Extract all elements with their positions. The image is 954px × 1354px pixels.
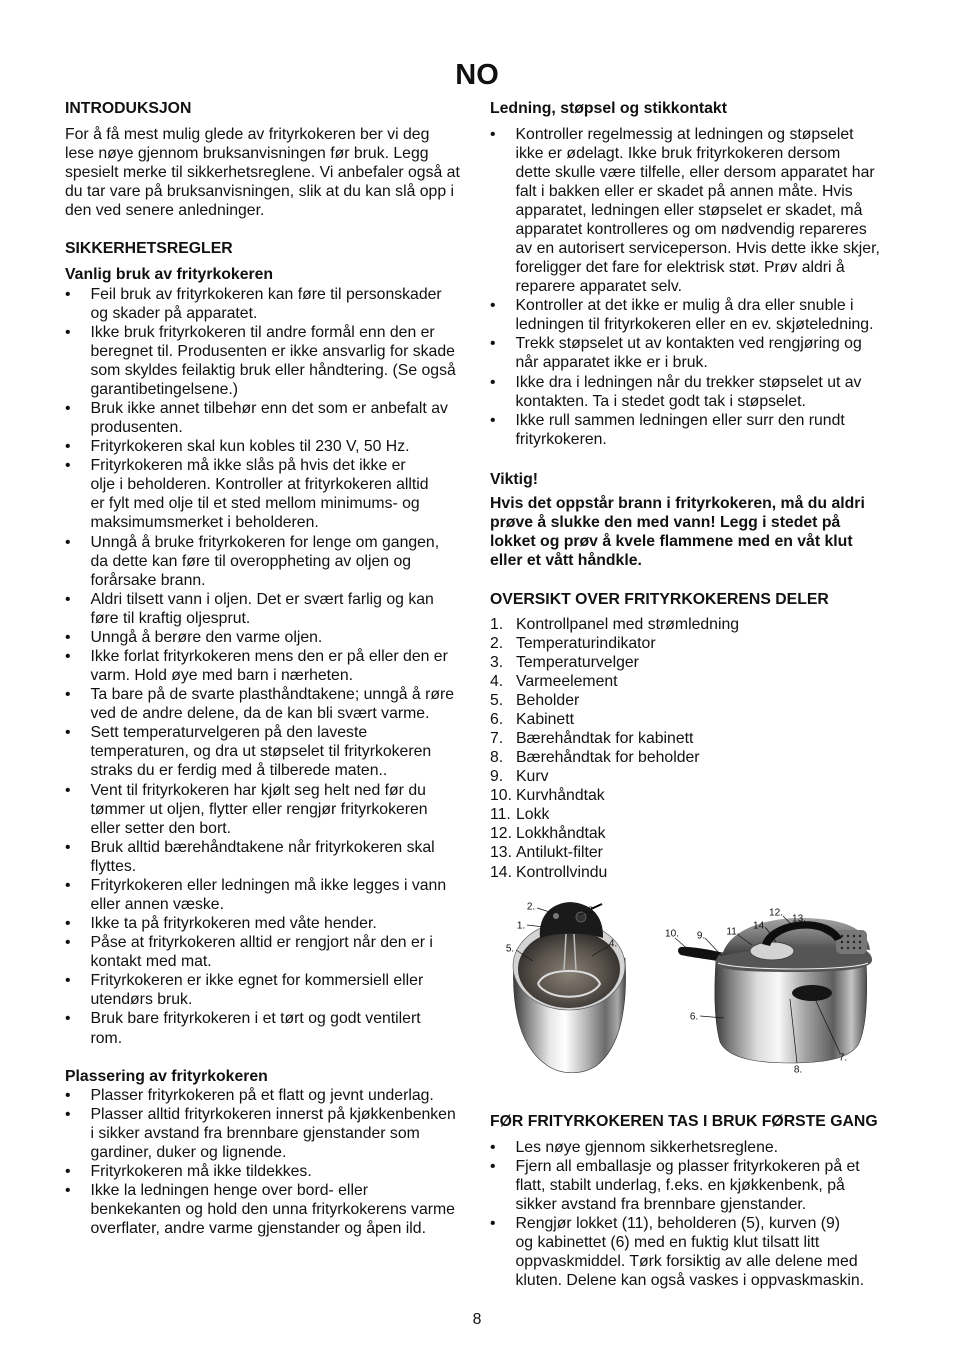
list-item bbox=[65, 1181, 465, 1238]
vent-hole bbox=[853, 947, 855, 949]
list-item-text: Ikke forlat frityrkokeren mens den er på eller den er varm. Hold øye med barn i nærheten. bbox=[90, 647, 448, 685]
list-item-text: Kontroller at det ikke er mulig å dra eller snuble i ledningen til frityrkokeren eller en ev. skjøteledning. bbox=[515, 297, 874, 334]
callout-label: 9. bbox=[696, 930, 706, 942]
list-item bbox=[490, 296, 890, 334]
part-name: Bærehåndtak for kabinett bbox=[516, 729, 694, 747]
list-item-text: Frityrkokeren er ikke egnet for kommersiell eller utendørs bruk. bbox=[90, 972, 424, 1009]
viewing-window bbox=[750, 942, 794, 960]
list-item-text: Ikke bruk frityrkokeren til andre formål enn den er beregnet til. Produsenten er ikke ansvarlig for skade som skyldes feilaktig bruk eller håndtering. (Se også garantibetingelsene.) bbox=[90, 323, 456, 398]
parts-list bbox=[490, 615, 890, 882]
part-number: 7. bbox=[490, 729, 504, 747]
placement-subheading: Plassering av frityrkokeren bbox=[65, 1067, 268, 1085]
list-item bbox=[490, 373, 890, 411]
list-item bbox=[65, 437, 465, 456]
list-item-text: Unngå å berøre den varme oljen. bbox=[90, 628, 323, 646]
list-item-text: Frityrkokeren skal kun kobles til 230 V, 50 Hz. bbox=[90, 438, 410, 456]
part-name: Kurv bbox=[516, 768, 549, 786]
parts-list-item bbox=[490, 691, 890, 710]
list-item-text: Fjern all emballasje og plasser frityrkokeren på et flatt, stabilt underlag, f.eks. en kjøkkenbenk, på sikker avstand fra brennbare gjenstander. bbox=[515, 1157, 860, 1213]
part-name: Kontrollvindu bbox=[516, 863, 608, 881]
list-item bbox=[65, 628, 465, 647]
parts-list-item bbox=[490, 615, 890, 634]
part-name: Bærehåndtak for beholder bbox=[516, 749, 700, 767]
list-item-text: Frityrkokeren må ikke slås på hvis det ikke er olje i beholderen. Kontroller at frityrkokeren alltid er fylt med olje til et sted mellom minimums- og maksimumsmerket i beholderen. bbox=[90, 457, 429, 532]
vent-hole bbox=[847, 941, 849, 943]
part-name: Temperaturindikator bbox=[516, 634, 656, 652]
list-item-text: Plasser alltid frityrkokeren innerst på kjøkkenbenken i sikker avstand fra brennbare gjenstander som gardiner, duker og lignende. bbox=[90, 1105, 456, 1161]
part-number: 10. bbox=[490, 787, 512, 805]
anti-odor-filter bbox=[836, 930, 867, 954]
list-item bbox=[65, 533, 465, 590]
parts-list-item bbox=[490, 843, 890, 862]
list-item bbox=[65, 285, 465, 323]
list-item-text: Rengjør lokket (11), beholderen (5), kurven (9) og kabinettet (6) med en fuktig klut tilsatt litt oppvaskmiddel. Tørk forsiktig av alle delene med kluten. Delene kan også vaskes i oppvaskmaskin. bbox=[515, 1214, 865, 1290]
list-item-text: Ikke ta på frityrkokeren med våte hender. bbox=[90, 915, 377, 933]
list-item-text: Bruk alltid bærehåndtakene når frityrkokeren skal flyttes. bbox=[90, 838, 435, 875]
list-item-text: Sett temperaturvelgeren på den laveste temperaturen, og dra ut støpselet til frityrkokeren straks du er ferdig med å tilberede maten.. bbox=[90, 724, 432, 780]
vent-hole bbox=[859, 947, 861, 949]
temperature-indicator-light bbox=[553, 913, 559, 919]
important-heading: Viktig! bbox=[490, 470, 538, 488]
list-item bbox=[65, 1009, 465, 1047]
general-use-list bbox=[65, 285, 465, 1048]
first-use-list bbox=[490, 1138, 890, 1291]
parts-list-item bbox=[490, 653, 890, 672]
list-item bbox=[65, 1162, 465, 1181]
callout-label: 7. bbox=[838, 1052, 848, 1064]
part-name: Kontrollpanel med strømledning bbox=[516, 615, 740, 633]
vent-hole bbox=[853, 941, 855, 943]
parts-overview-heading: OVERSIKT OVER FRITYRKOKERENS DELER bbox=[490, 590, 829, 608]
part-number: 1. bbox=[490, 615, 504, 633]
list-item bbox=[65, 933, 465, 971]
first-use-heading: FØR FRITYRKOKEREN TAS I BRUK FØRSTE GANG bbox=[490, 1112, 878, 1130]
parts-list-item bbox=[490, 824, 890, 843]
part-number: 5. bbox=[490, 691, 504, 709]
part-number: 11. bbox=[490, 806, 511, 824]
vent-hole bbox=[859, 941, 861, 943]
list-item bbox=[490, 125, 890, 297]
callout-label: 3. bbox=[587, 905, 597, 917]
callout-label: 12. bbox=[769, 907, 783, 919]
parts-list-item bbox=[490, 748, 890, 767]
list-item-text: Ta bare på de svarte plasthåndtakene; unngå å røre ved de andre delene, da de kan bli svært varme. bbox=[90, 686, 455, 723]
parts-list-item bbox=[490, 786, 890, 805]
list-item-text: Feil bruk av frityrkokeren kan føre til personskader og skader på apparatet. bbox=[90, 285, 442, 322]
list-item-text: Ikke dra i ledningen når du trekker støpselet ut av kontakten. Ta i stedet godt tak i støpselet. bbox=[515, 373, 862, 410]
list-item bbox=[65, 781, 465, 838]
important-warning-text: Hvis det oppstår brann i frityrkokeren, må du aldri prøve å slukke den med vann! Legg i stedet på lokket og prøv å kvele flammene med en våt klut eller et vått håndkle. bbox=[490, 494, 865, 569]
part-number: 14. bbox=[490, 863, 512, 881]
callout-label: 8. bbox=[793, 1064, 803, 1076]
carrying-handle bbox=[792, 985, 832, 1001]
callout-label: 2. bbox=[526, 901, 536, 913]
list-item bbox=[65, 723, 465, 780]
general-use-subheading: Vanlig bruk av frityrkokeren bbox=[65, 265, 274, 283]
list-item bbox=[65, 1105, 465, 1162]
callout-label: 4. bbox=[608, 938, 618, 950]
intro-heading: INTRODUKSJON bbox=[65, 99, 192, 117]
list-item-text: Plasser frityrkokeren på et flatt og jevnt underlag. bbox=[90, 1086, 434, 1104]
callout-label: 5. bbox=[505, 943, 515, 955]
list-item bbox=[65, 323, 465, 399]
part-number: 2. bbox=[490, 634, 504, 652]
list-item bbox=[65, 971, 465, 1009]
list-item-text: Trekk støpselet ut av kontakten ved rengjøring og når apparatet ikke er i bruk. bbox=[515, 335, 862, 372]
callout-label: 14. bbox=[753, 920, 767, 932]
list-item bbox=[490, 1214, 890, 1290]
list-item bbox=[490, 1138, 890, 1157]
callout-label: 13. bbox=[792, 913, 806, 925]
list-item bbox=[65, 647, 465, 685]
part-name: Varmeelement bbox=[516, 672, 618, 690]
part-name: Kabinett bbox=[516, 710, 574, 728]
part-number: 3. bbox=[490, 653, 504, 671]
vent-hole bbox=[841, 941, 843, 943]
part-number: 4. bbox=[490, 672, 504, 690]
list-item bbox=[65, 590, 465, 628]
temperature-knob bbox=[576, 912, 586, 922]
parts-list-item bbox=[490, 729, 890, 748]
list-item bbox=[490, 1157, 890, 1214]
list-item-text: Frityrkokeren eller ledningen må ikke legges i vann eller annen væske. bbox=[90, 876, 447, 913]
list-item bbox=[490, 334, 890, 372]
parts-list-item bbox=[490, 767, 890, 786]
part-name: Beholder bbox=[516, 691, 580, 709]
part-number: 13. bbox=[490, 844, 512, 862]
list-item bbox=[65, 685, 465, 723]
parts-list-item bbox=[490, 863, 890, 882]
safety-heading: SIKKERHETSREGLER bbox=[65, 239, 233, 257]
callout-label: 6. bbox=[689, 1011, 699, 1023]
parts-list-item bbox=[490, 672, 890, 691]
cord-heading: Ledning, støpsel og stikkontakt bbox=[490, 99, 727, 117]
open-fryer-illustration bbox=[513, 902, 626, 1073]
part-name: Lokkhåndtak bbox=[516, 825, 606, 843]
list-item-text: Unngå å bruke frityrkokeren for lenge om gangen, da dette kan føre til overoppheting av oljen og forårsake brann. bbox=[90, 533, 440, 589]
list-item-text: Frityrkokeren må ikke tildekkes. bbox=[90, 1162, 312, 1180]
list-item bbox=[65, 876, 465, 914]
vent-hole bbox=[859, 935, 861, 937]
part-name: Kurvhåndtak bbox=[516, 787, 605, 805]
parts-list-item bbox=[490, 634, 890, 653]
page-number: 8 bbox=[472, 1310, 482, 1328]
list-item-text: Kontroller regelmessig at ledningen og støpselet ikke er ødelagt. Ikke bruk frityrkokeren dersom dette skulle være tilfelle, eller dersom apparatet har falt i bakken eller er skadet på annen måte. Hvis apparatet, ledningen eller støpselet er skadet, må apparatet kontrolleres og om nødvendig repareres av en autorisert serviceperson. Hvis dette ikke skjer, foreligger det fare for elektrisk støt. Prøv aldri å reparere apparatet selv. bbox=[515, 125, 880, 296]
list-item bbox=[65, 399, 465, 437]
intro-paragraph bbox=[65, 125, 465, 220]
language-heading: NO bbox=[455, 59, 499, 91]
callout-label: 1. bbox=[516, 920, 526, 932]
cord-list bbox=[490, 125, 890, 449]
parts-list-item bbox=[490, 710, 890, 729]
part-name: Temperaturvelger bbox=[516, 653, 639, 671]
list-item-text: Bruk bare frityrkokeren i et tørt og godt ventilert rom. bbox=[90, 1010, 421, 1047]
part-name: Lokk bbox=[516, 806, 550, 824]
vent-hole bbox=[847, 947, 849, 949]
list-item bbox=[490, 411, 890, 449]
important-warning bbox=[490, 494, 890, 570]
list-item-text: Aldri tilsett vann i oljen. Det er svært farlig og kan føre til kraftig oljesprut. bbox=[90, 590, 434, 627]
list-item-text: Les nøye gjennom sikkerhetsreglene. bbox=[515, 1138, 779, 1156]
list-item bbox=[65, 456, 465, 532]
part-number: 8. bbox=[490, 749, 504, 767]
list-item bbox=[65, 914, 465, 933]
list-item-text: Vent til frityrkokeren har kjølt seg helt ned før du tømmer ut oljen, flytter eller rengjør frityrkokeren eller setter den bort. bbox=[90, 781, 428, 837]
part-number: 9. bbox=[490, 768, 504, 786]
deep-fryer-parts-figure bbox=[495, 890, 885, 1085]
list-item-text: Påse at frityrkokeren alltid er rengjort når den er i kontakt med mat. bbox=[90, 934, 433, 971]
placement-list bbox=[65, 1086, 465, 1239]
vent-hole bbox=[847, 935, 849, 937]
parts-list-item bbox=[490, 805, 890, 824]
vent-hole bbox=[841, 947, 843, 949]
part-name: Antilukt-filter bbox=[516, 844, 603, 862]
intro-text: For å få mest mulig glede av frityrkokeren ber vi deg lese nøye gjennom bruksanvisningen før bruk. Legg spesielt merke til sikkerhetsreglene. Vi anbefaler også at du tar vare på bruksanvisningen, slik at du kan slå opp i den ved senere anledninger. bbox=[65, 125, 460, 219]
vent-hole bbox=[853, 935, 855, 937]
list-item-text: Ikke la ledningen henge over bord- eller benkekanten og hold den unna frityrkokerens varme overflater, andre varme gjenstander og åpen ild. bbox=[90, 1181, 455, 1238]
callout-label: 10. bbox=[665, 928, 679, 940]
list-item bbox=[65, 838, 465, 876]
list-item bbox=[65, 1086, 465, 1105]
part-number: 6. bbox=[490, 710, 504, 728]
callout-label: 11. bbox=[726, 926, 740, 938]
list-item-text: Ikke rull sammen ledningen eller surr den rundt frityrkokeren. bbox=[515, 411, 845, 448]
cabinet-body bbox=[715, 960, 867, 1063]
part-number: 12. bbox=[490, 825, 512, 843]
list-item-text: Bruk ikke annet tilbehør enn det som er anbefalt av produsenten. bbox=[90, 399, 448, 437]
